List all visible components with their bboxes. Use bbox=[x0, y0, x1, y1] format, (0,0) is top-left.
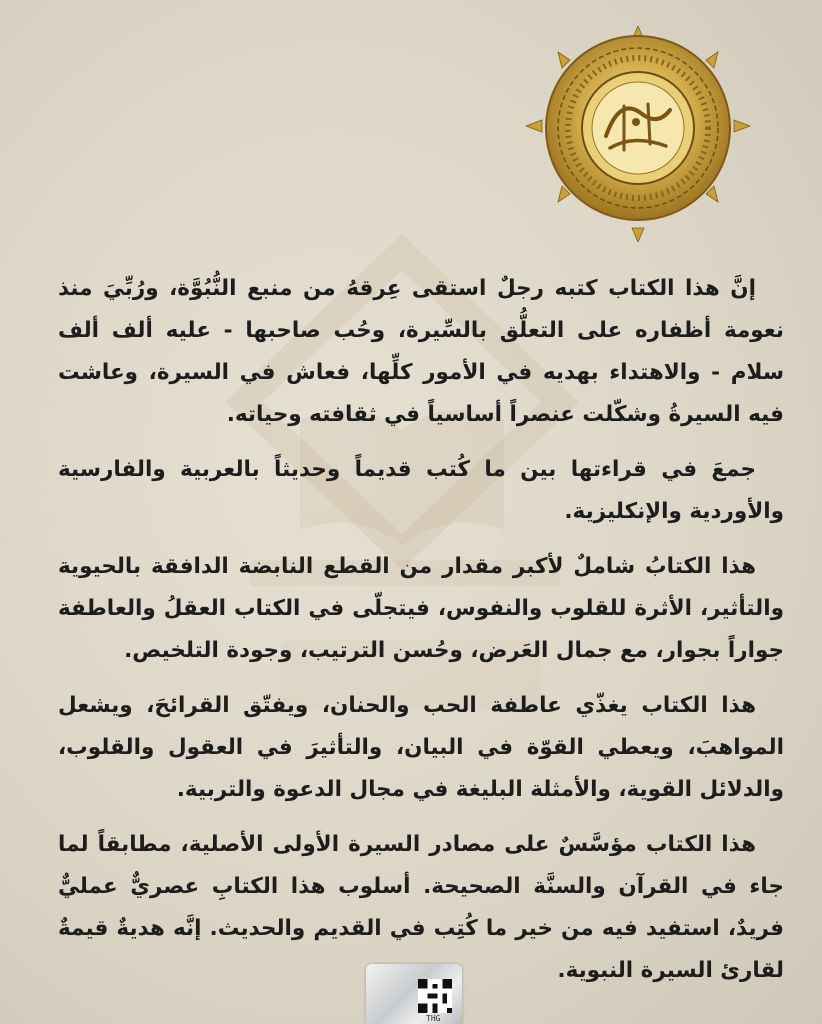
golden-calligraphy-seal-icon bbox=[524, 26, 752, 242]
hologram-sticker bbox=[366, 964, 462, 1024]
sticker-code: THG bbox=[426, 1014, 441, 1023]
cover-blurb bbox=[58, 268, 784, 1005]
blurb-paragraph-1: إنَّ هذا الكتاب كتبه رجلٌ استقى عِرقهُ من منبع النُّبُوَّة، ورُبِّيَ منذ نعومة أظفاره على التعلُّق بالسِّيرة، وحُب صاحبها - عليه ألف ألف سلام - والاهتداء بهديه في الأمور كلِّها، فعاش في السيرة، وعاشت فيه السيرةُ وشكّلت عنصراً أساسياً في ثقافته وحياته. bbox=[58, 276, 784, 427]
blurb-paragraph-5: هذا الكتاب مؤسَّسٌ على مصادر السيرة الأولى الأصلية، مطابقاً لما جاء في القرآن والسنَّة الصحيحة. أسلوب هذا الكتابِ عصريٌّ عمليٌّ فريدٌ، استفيد فيه من خير ما كُتِب في القديم والحديث. إنَّه هديةٌ قيمةٌ لقارئ السيرة النبوية. bbox=[58, 832, 784, 983]
blurb-paragraph-4: هذا الكتاب يغذّي عاطفة الحب والحنان، ويفتّق القرائحَ، ويشعل المواهبَ، ويعطي القوّة في البيان، والتأثيرَ في العقول والقلوب، والدلائل القوية، والأمثلة البليغة في مجال الدعوة والتربية. bbox=[58, 693, 784, 802]
blurb-paragraph-2: جمعَ في قراءتها بين ما كُتب قديماً وحديثاً بالعربية والفارسية والأوردية والإنكليزية. bbox=[58, 457, 784, 524]
qr-code-icon bbox=[418, 978, 452, 1014]
blurb-paragraph-3: هذا الكتابُ شاملٌ لأكبر مقدار من القطع النابضة الدافقة بالحيوية والتأثير، الأثرة للقلوب والنفوس، فيتجلّى في الكتاب العقلُ والعاطفة جواراً بجوار، مع جمال العَرض، وحُسن الترتيب، وجودة التلخيص. bbox=[58, 554, 784, 663]
